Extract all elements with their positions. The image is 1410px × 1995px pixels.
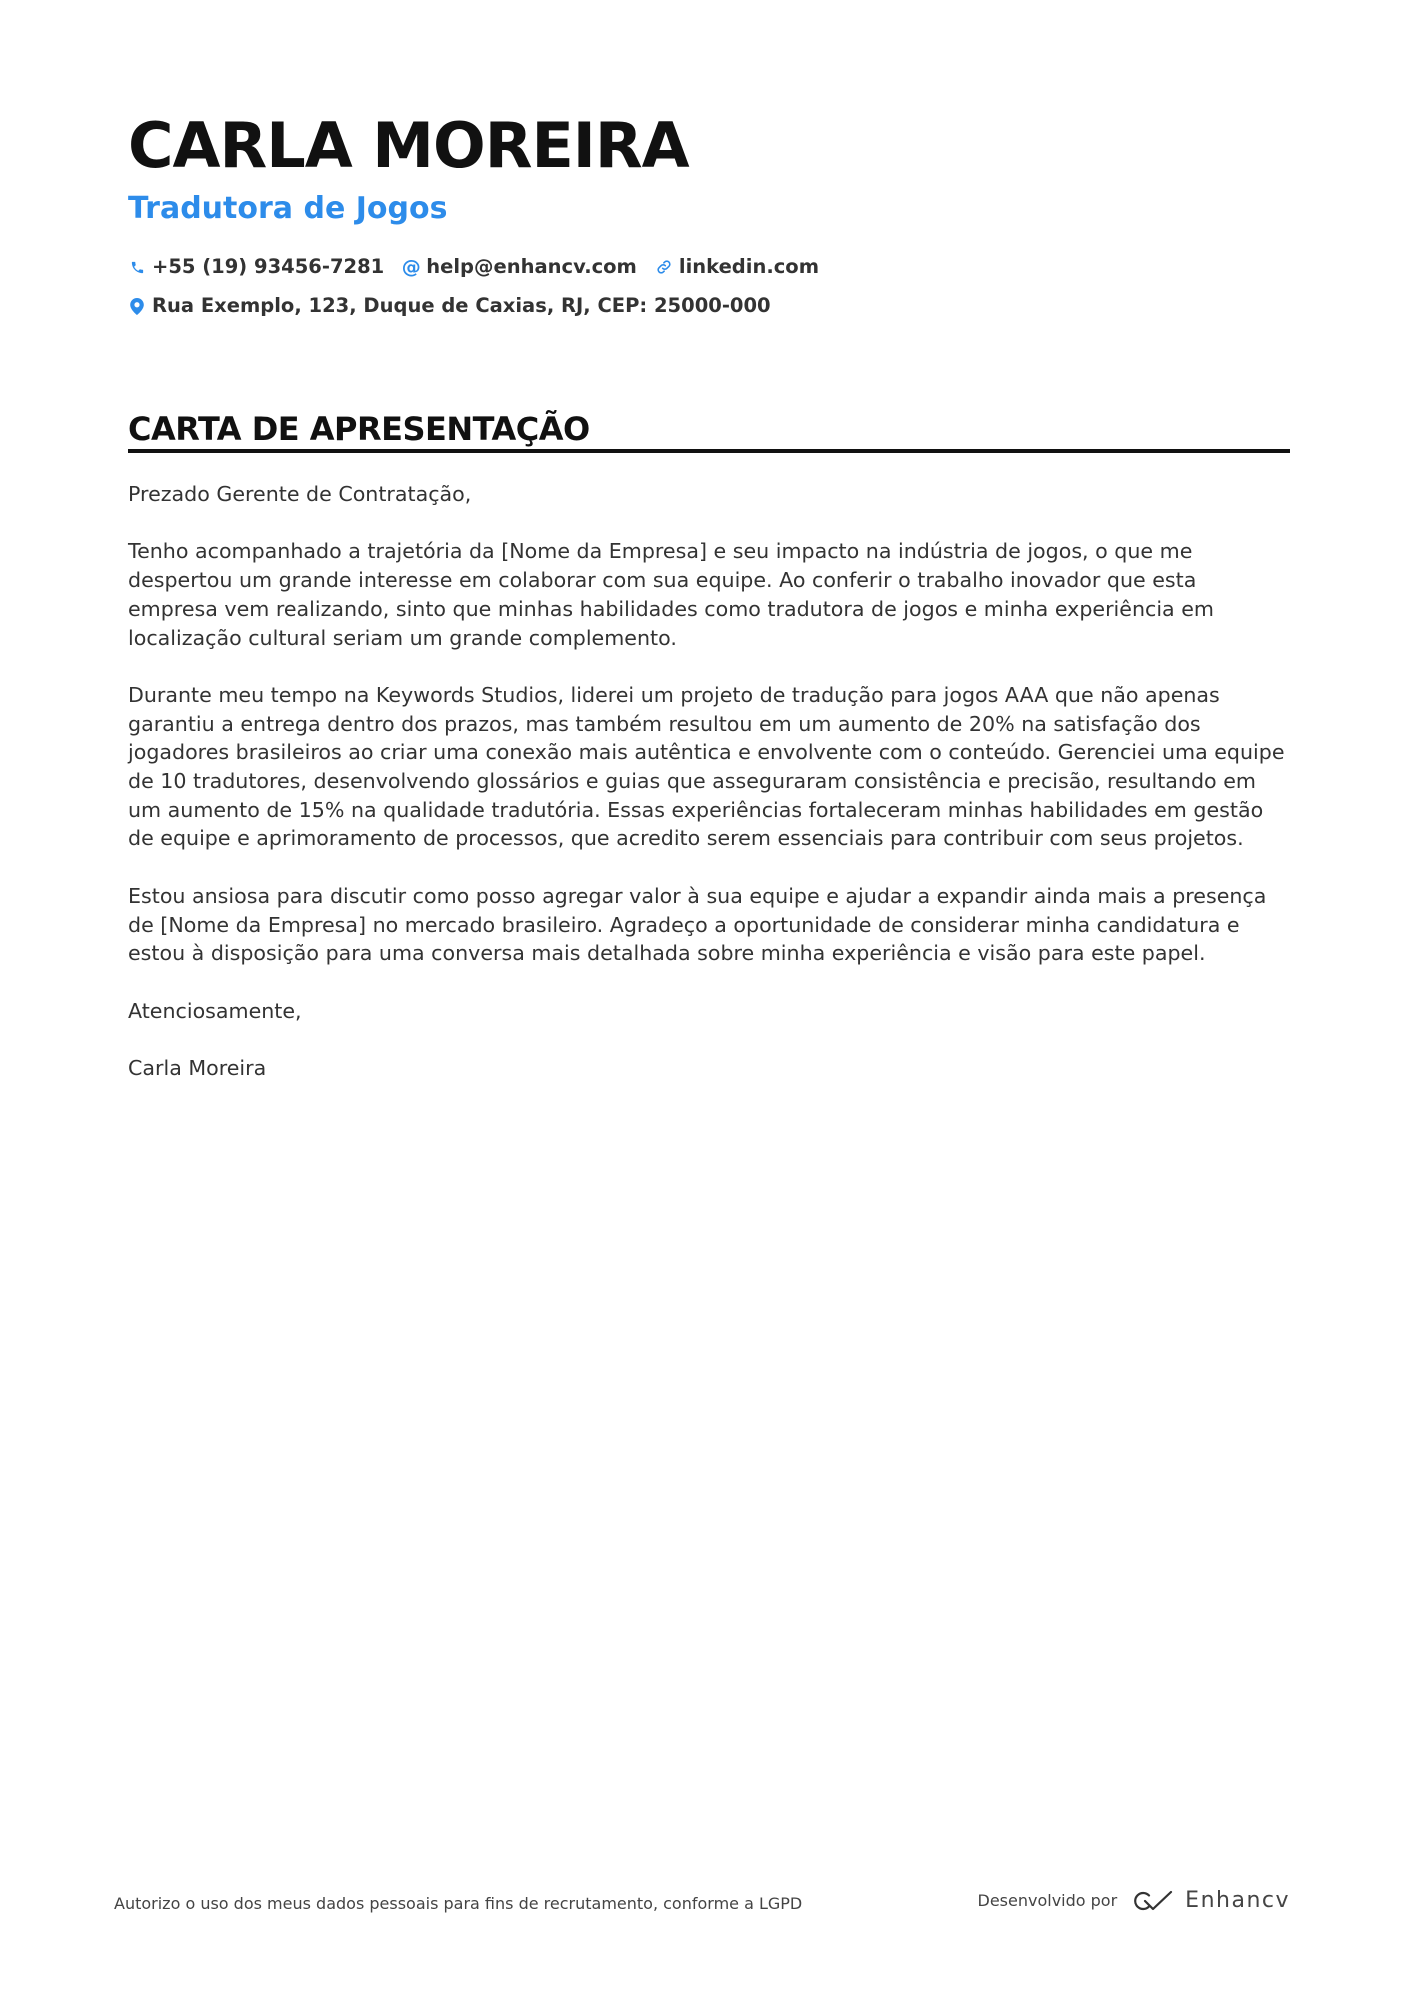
- letter-signature: Carla Moreira: [128, 1055, 267, 1080]
- contact-link[interactable]: [655, 254, 819, 280]
- location-pin-icon: [128, 297, 146, 315]
- letter-body: [128, 480, 1290, 1111]
- letter-paragraph: Durante meu tempo na Keywords Studios, liderei um projeto de tradução para jogos AAA que não apenas garantiu a entrega dentro dos prazos, mas também resultou em um aumento de 20% na satisfação dos jogadores brasileiros ao criar uma conexão mais autêntica e envolvente com o conteúdo. Gerenciei uma equipe de 10 tradutores, desenvolvendo glossários e guias que asseguraram consistência e precisão, resultando em um aumento de 15% na qualidade tradutória. Essas experiências fortaleceram minhas habilidades em gestão de equipe e aprimoramento de processos, que acredito serem essenciais para contribuir com seus projetos.: [128, 682, 1285, 851]
- contact-address: [128, 293, 771, 319]
- letter-salutation: Prezado Gerente de Contratação,: [128, 482, 472, 506]
- section-title: CARTA DE APRESENTAÇÃO: [128, 410, 590, 448]
- letter-paragraph: Tenho acompanhado a trajetória da [Nome da Empresa] e seu impacto na indústria de jogos, o que me despertou um grande interesse em colaborar com sua equipe. Ao conferir o trabalho inovador que esta empresa vem realizando, sinto que minhas habilidades como tradutora de jogos e minha experiência em localização cultural seriam um grande complemento.: [128, 539, 1214, 650]
- section-divider: [128, 449, 1290, 453]
- candidate-name: CARLA MOREIRA: [128, 109, 689, 182]
- contact-row: [128, 254, 837, 280]
- phone-icon: [128, 258, 146, 276]
- brand-name: Enhancv: [1185, 1888, 1290, 1913]
- enhancv-logo-icon: [1129, 1889, 1175, 1913]
- address-row: [128, 293, 789, 319]
- contact-email[interactable]: [402, 254, 637, 280]
- phone-text: +55 (19) 93456-7281: [152, 255, 385, 278]
- address-text: Rua Exemplo, 123, Duque de Caxias, RJ, CEP: 25000-000: [152, 294, 771, 317]
- link-icon: [655, 258, 673, 276]
- letter-paragraph: Estou ansiosa para discutir como posso agregar valor à sua equipe e ajudar a expandir ainda mais a presença de [Nome da Empresa] no mercado brasileiro. Agradeço a oportunidade de considerar minha candidatura e estou à disposição para uma conversa mais detalhada sobre minha experiência e visão para este papel.: [128, 883, 1267, 966]
- consent-note: Autorizo o uso dos meus dados pessoais para fins de recrutamento, conforme a LGPD: [114, 1894, 803, 1913]
- candidate-role: Tradutora de Jogos: [128, 191, 448, 226]
- at-icon: @: [401, 256, 421, 278]
- letter-closing: Atenciosamente,: [128, 998, 302, 1023]
- powered-by-label: Desenvolvido por: [977, 1891, 1118, 1910]
- powered-by[interactable]: [978, 1888, 1290, 1913]
- email-text[interactable]: help@enhancv.com: [426, 255, 637, 278]
- contact-phone: [128, 254, 384, 280]
- link-text[interactable]: linkedin.com: [678, 255, 820, 278]
